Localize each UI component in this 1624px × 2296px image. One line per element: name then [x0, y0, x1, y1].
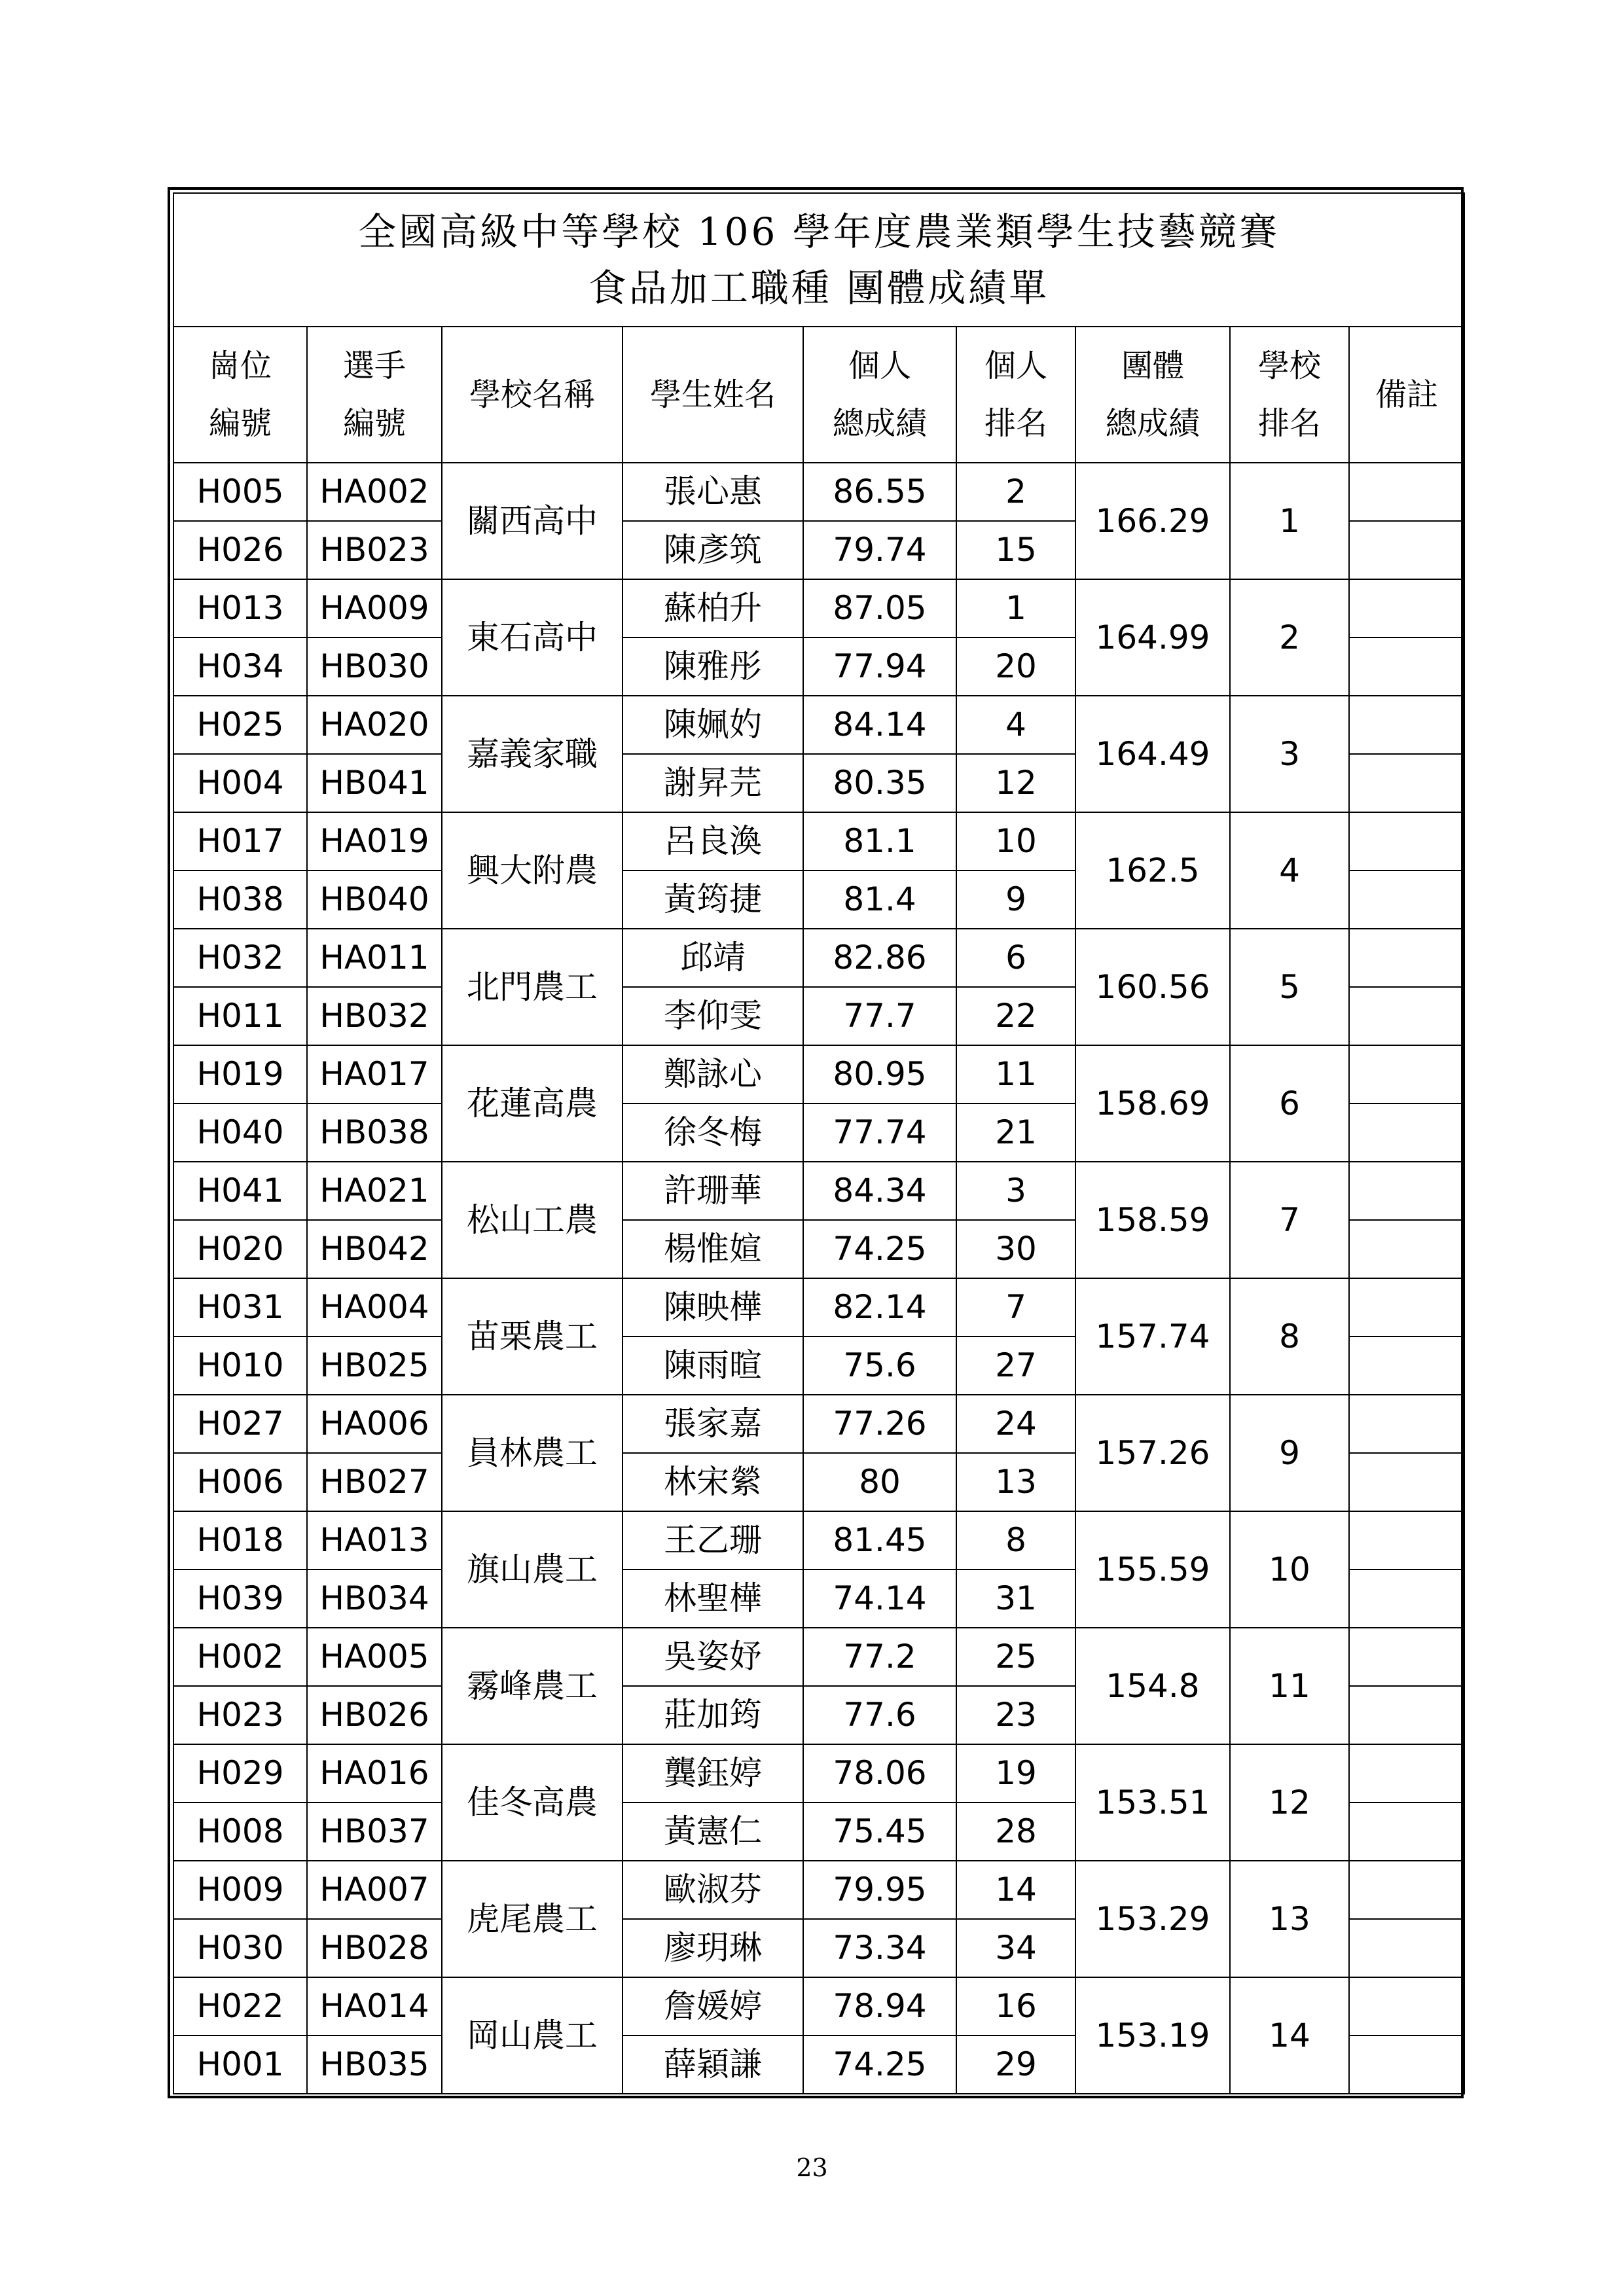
- player-number-cell: HA006: [307, 1395, 442, 1453]
- school-rank-cell: 13: [1230, 1861, 1349, 1977]
- individual-rank-cell: 27: [956, 1336, 1075, 1395]
- individual-rank-cell: 23: [956, 1686, 1075, 1744]
- team-score-cell: 164.99: [1075, 579, 1230, 696]
- header-team-score: 團體 總成績: [1075, 327, 1230, 463]
- player-number-cell: HA011: [307, 929, 442, 987]
- school-name-cell: 北門農工: [442, 929, 623, 1045]
- student-name-cell: 楊惟媗: [623, 1220, 803, 1278]
- team-score-cell: 160.56: [1075, 929, 1230, 1045]
- player-number-cell: HA002: [307, 463, 442, 521]
- student-name-cell: 吳姿妤: [623, 1628, 803, 1686]
- school-rank-cell: 10: [1230, 1511, 1349, 1628]
- station-number-cell: H022: [173, 1977, 307, 2036]
- school-rank-cell: 12: [1230, 1744, 1349, 1861]
- team-score-cell: 166.29: [1075, 463, 1230, 579]
- team-score-cell: 157.26: [1075, 1395, 1230, 1511]
- remarks-cell: [1349, 1453, 1464, 1511]
- player-number-cell: HB038: [307, 1103, 442, 1162]
- individual-rank-cell: 9: [956, 870, 1075, 929]
- team-score-cell: 157.74: [1075, 1278, 1230, 1395]
- remarks-cell: [1349, 1220, 1464, 1278]
- remarks-cell: [1349, 987, 1464, 1045]
- individual-score-cell: 82.86: [803, 929, 956, 987]
- individual-rank-cell: 2: [956, 463, 1075, 521]
- table-row: [173, 1278, 1464, 1336]
- player-number-cell: HB027: [307, 1453, 442, 1511]
- table-row: [173, 1861, 1464, 1919]
- student-name-cell: 黃憲仁: [623, 1803, 803, 1861]
- table-row: [173, 812, 1464, 870]
- individual-score-cell: 84.34: [803, 1162, 956, 1220]
- table-row: [173, 696, 1464, 754]
- individual-score-cell: 84.14: [803, 696, 956, 754]
- station-number-cell: H017: [173, 812, 307, 870]
- individual-rank-cell: 15: [956, 521, 1075, 579]
- remarks-cell: [1349, 754, 1464, 812]
- school-name-cell: 虎尾農工: [442, 1861, 623, 1977]
- station-number-cell: H040: [173, 1103, 307, 1162]
- player-number-cell: HA021: [307, 1162, 442, 1220]
- school-rank-cell: 11: [1230, 1628, 1349, 1744]
- individual-score-cell: 78.06: [803, 1744, 956, 1803]
- remarks-cell: [1349, 1162, 1464, 1220]
- individual-rank-cell: 29: [956, 2036, 1075, 2094]
- table-row: [173, 463, 1464, 521]
- individual-rank-cell: 21: [956, 1103, 1075, 1162]
- table-row: [173, 1045, 1464, 1103]
- individual-rank-cell: 12: [956, 754, 1075, 812]
- student-name-cell: 張心惠: [623, 463, 803, 521]
- student-name-cell: 張家嘉: [623, 1395, 803, 1453]
- player-number-cell: HB041: [307, 754, 442, 812]
- student-name-cell: 李仰雯: [623, 987, 803, 1045]
- individual-score-cell: 78.94: [803, 1977, 956, 2036]
- school-name-cell: 花蓮高農: [442, 1045, 623, 1162]
- station-number-cell: H010: [173, 1336, 307, 1395]
- individual-score-cell: 75.45: [803, 1803, 956, 1861]
- station-number-cell: H019: [173, 1045, 307, 1103]
- header-school-rank: 學校 排名: [1230, 327, 1349, 463]
- individual-score-cell: 81.1: [803, 812, 956, 870]
- individual-score-cell: 74.14: [803, 1570, 956, 1628]
- student-name-cell: 陳映樺: [623, 1278, 803, 1336]
- station-number-cell: H020: [173, 1220, 307, 1278]
- individual-score-cell: 77.94: [803, 637, 956, 696]
- player-number-cell: HB042: [307, 1220, 442, 1278]
- individual-rank-cell: 31: [956, 1570, 1075, 1628]
- individual-rank-cell: 8: [956, 1511, 1075, 1570]
- individual-rank-cell: 19: [956, 1744, 1075, 1803]
- remarks-cell: [1349, 1395, 1464, 1453]
- individual-score-cell: 87.05: [803, 579, 956, 637]
- station-number-cell: H009: [173, 1861, 307, 1919]
- station-number-cell: H039: [173, 1570, 307, 1628]
- station-number-cell: H008: [173, 1803, 307, 1861]
- student-name-cell: 黃筠捷: [623, 870, 803, 929]
- individual-rank-cell: 14: [956, 1861, 1075, 1919]
- remarks-cell: [1349, 463, 1464, 521]
- player-number-cell: HA007: [307, 1861, 442, 1919]
- student-name-cell: 王乙珊: [623, 1511, 803, 1570]
- school-rank-cell: 1: [1230, 463, 1349, 579]
- player-number-cell: HB030: [307, 637, 442, 696]
- station-number-cell: H038: [173, 870, 307, 929]
- student-name-cell: 林宋縈: [623, 1453, 803, 1511]
- player-number-cell: HB037: [307, 1803, 442, 1861]
- player-number-cell: HA017: [307, 1045, 442, 1103]
- remarks-cell: [1349, 637, 1464, 696]
- station-number-cell: H031: [173, 1278, 307, 1336]
- station-number-cell: H004: [173, 754, 307, 812]
- table-row: [173, 579, 1464, 637]
- remarks-cell: [1349, 870, 1464, 929]
- remarks-cell: [1349, 1919, 1464, 1977]
- header-station: 崗位 編號: [173, 327, 307, 463]
- school-rank-cell: 6: [1230, 1045, 1349, 1162]
- station-number-cell: H005: [173, 463, 307, 521]
- school-rank-cell: 7: [1230, 1162, 1349, 1278]
- player-number-cell: HB035: [307, 2036, 442, 2094]
- student-name-cell: 陳雅彤: [623, 637, 803, 696]
- player-number-cell: HA013: [307, 1511, 442, 1570]
- individual-score-cell: 77.74: [803, 1103, 956, 1162]
- student-name-cell: 歐淑芬: [623, 1861, 803, 1919]
- table-row: [173, 1511, 1464, 1570]
- team-score-cell: 162.5: [1075, 812, 1230, 929]
- remarks-cell: [1349, 1686, 1464, 1744]
- remarks-cell: [1349, 1744, 1464, 1803]
- school-name-cell: 霧峰農工: [442, 1628, 623, 1744]
- remarks-cell: [1349, 696, 1464, 754]
- station-number-cell: H034: [173, 637, 307, 696]
- individual-score-cell: 77.7: [803, 987, 956, 1045]
- student-name-cell: 徐冬梅: [623, 1103, 803, 1162]
- team-score-cell: 164.49: [1075, 696, 1230, 812]
- results-table-frame: [168, 187, 1464, 2098]
- station-number-cell: H041: [173, 1162, 307, 1220]
- player-number-cell: HB026: [307, 1686, 442, 1744]
- team-score-cell: 153.51: [1075, 1744, 1230, 1861]
- header-row: [173, 327, 1464, 463]
- individual-rank-cell: 28: [956, 1803, 1075, 1861]
- remarks-cell: [1349, 1336, 1464, 1395]
- school-name-cell: 嘉義家職: [442, 696, 623, 812]
- station-number-cell: H030: [173, 1919, 307, 1977]
- station-number-cell: H018: [173, 1511, 307, 1570]
- individual-rank-cell: 4: [956, 696, 1075, 754]
- team-score-cell: 158.59: [1075, 1162, 1230, 1278]
- student-name-cell: 陳彥筑: [623, 521, 803, 579]
- header-individual-score: 個人 總成績: [803, 327, 956, 463]
- school-rank-cell: 5: [1230, 929, 1349, 1045]
- individual-score-cell: 74.25: [803, 1220, 956, 1278]
- table-row: [173, 1162, 1464, 1220]
- school-name-cell: 關西高中: [442, 463, 623, 579]
- remarks-cell: [1349, 1045, 1464, 1103]
- school-rank-cell: 4: [1230, 812, 1349, 929]
- table-row: [173, 1395, 1464, 1453]
- school-rank-cell: 8: [1230, 1278, 1349, 1395]
- remarks-cell: [1349, 1861, 1464, 1919]
- student-name-cell: 蘇柏升: [623, 579, 803, 637]
- header-school: 學校名稱: [442, 327, 623, 463]
- remarks-cell: [1349, 1803, 1464, 1861]
- school-rank-cell: 9: [1230, 1395, 1349, 1511]
- individual-rank-cell: 6: [956, 929, 1075, 987]
- individual-rank-cell: 3: [956, 1162, 1075, 1220]
- player-number-cell: HA005: [307, 1628, 442, 1686]
- individual-score-cell: 75.6: [803, 1336, 956, 1395]
- player-number-cell: HA004: [307, 1278, 442, 1336]
- page-number: 23: [796, 2153, 828, 2182]
- individual-rank-cell: 22: [956, 987, 1075, 1045]
- station-number-cell: H023: [173, 1686, 307, 1744]
- header-player: 選手 編號: [307, 327, 442, 463]
- individual-score-cell: 81.4: [803, 870, 956, 929]
- individual-score-cell: 80.95: [803, 1045, 956, 1103]
- player-number-cell: HA019: [307, 812, 442, 870]
- student-name-cell: 龔鈺婷: [623, 1744, 803, 1803]
- student-name-cell: 林聖樺: [623, 1570, 803, 1628]
- individual-score-cell: 77.26: [803, 1395, 956, 1453]
- team-score-cell: 153.19: [1075, 1977, 1230, 2094]
- player-number-cell: HA020: [307, 696, 442, 754]
- individual-rank-cell: 16: [956, 1977, 1075, 2036]
- player-number-cell: HA009: [307, 579, 442, 637]
- station-number-cell: H002: [173, 1628, 307, 1686]
- remarks-cell: [1349, 579, 1464, 637]
- team-results-table: [173, 192, 1465, 2094]
- remarks-cell: [1349, 812, 1464, 870]
- school-name-cell: 旗山農工: [442, 1511, 623, 1628]
- remarks-cell: [1349, 1511, 1464, 1570]
- remarks-cell: [1349, 521, 1464, 579]
- player-number-cell: HB025: [307, 1336, 442, 1395]
- header-individual-rank: 個人 排名: [956, 327, 1075, 463]
- individual-rank-cell: 34: [956, 1919, 1075, 1977]
- remarks-cell: [1349, 1628, 1464, 1686]
- school-name-cell: 苗栗農工: [442, 1278, 623, 1395]
- station-number-cell: H011: [173, 987, 307, 1045]
- student-name-cell: 廖玥琳: [623, 1919, 803, 1977]
- individual-rank-cell: 10: [956, 812, 1075, 870]
- individual-score-cell: 79.95: [803, 1861, 956, 1919]
- table-row: [173, 1628, 1464, 1686]
- remarks-cell: [1349, 1103, 1464, 1162]
- table-row: [173, 1744, 1464, 1803]
- individual-rank-cell: 13: [956, 1453, 1075, 1511]
- school-name-cell: 員林農工: [442, 1395, 623, 1511]
- remarks-cell: [1349, 2036, 1464, 2094]
- station-number-cell: H027: [173, 1395, 307, 1453]
- school-name-cell: 松山工農: [442, 1162, 623, 1278]
- individual-score-cell: 79.74: [803, 521, 956, 579]
- individual-rank-cell: 1: [956, 579, 1075, 637]
- school-name-cell: 佳冬高農: [442, 1744, 623, 1861]
- remarks-cell: [1349, 1977, 1464, 2036]
- individual-rank-cell: 11: [956, 1045, 1075, 1103]
- remarks-cell: [1349, 1570, 1464, 1628]
- team-score-cell: 154.8: [1075, 1628, 1230, 1744]
- school-rank-cell: 3: [1230, 696, 1349, 812]
- player-number-cell: HB040: [307, 870, 442, 929]
- individual-score-cell: 73.34: [803, 1919, 956, 1977]
- individual-score-cell: 77.6: [803, 1686, 956, 1744]
- header-remarks: 備註: [1349, 327, 1464, 463]
- station-number-cell: H029: [173, 1744, 307, 1803]
- individual-score-cell: 86.55: [803, 463, 956, 521]
- individual-score-cell: 81.45: [803, 1511, 956, 1570]
- student-name-cell: 莊加筠: [623, 1686, 803, 1744]
- student-name-cell: 陳姵妁: [623, 696, 803, 754]
- school-rank-cell: 14: [1230, 1977, 1349, 2094]
- team-score-cell: 155.59: [1075, 1511, 1230, 1628]
- station-number-cell: H032: [173, 929, 307, 987]
- school-name-cell: 岡山農工: [442, 1977, 623, 2094]
- station-number-cell: H006: [173, 1453, 307, 1511]
- remarks-cell: [1349, 1278, 1464, 1336]
- individual-score-cell: 74.25: [803, 2036, 956, 2094]
- student-name-cell: 許珊華: [623, 1162, 803, 1220]
- student-name-cell: 陳雨暄: [623, 1336, 803, 1395]
- school-name-cell: 興大附農: [442, 812, 623, 929]
- school-rank-cell: 2: [1230, 579, 1349, 696]
- student-name-cell: 詹媛婷: [623, 1977, 803, 2036]
- student-name-cell: 薛穎謙: [623, 2036, 803, 2094]
- student-name-cell: 邱靖: [623, 929, 803, 987]
- team-score-cell: 158.69: [1075, 1045, 1230, 1162]
- player-number-cell: HB028: [307, 1919, 442, 1977]
- remarks-cell: [1349, 929, 1464, 987]
- player-number-cell: HA014: [307, 1977, 442, 2036]
- player-number-cell: HB034: [307, 1570, 442, 1628]
- individual-score-cell: 80.35: [803, 754, 956, 812]
- individual-score-cell: 82.14: [803, 1278, 956, 1336]
- station-number-cell: H026: [173, 521, 307, 579]
- table-row: [173, 1977, 1464, 2036]
- title-row: [173, 193, 1464, 327]
- individual-rank-cell: 30: [956, 1220, 1075, 1278]
- header-student: 學生姓名: [623, 327, 803, 463]
- player-number-cell: HB032: [307, 987, 442, 1045]
- table-row: [173, 929, 1464, 987]
- player-number-cell: HA016: [307, 1744, 442, 1803]
- station-number-cell: H013: [173, 579, 307, 637]
- title-cell: [173, 193, 1464, 327]
- document-subtitle: 食品加工職種 團體成績單: [588, 266, 1050, 310]
- station-number-cell: H025: [173, 696, 307, 754]
- individual-rank-cell: 7: [956, 1278, 1075, 1336]
- station-number-cell: H001: [173, 2036, 307, 2094]
- individual-rank-cell: 25: [956, 1628, 1075, 1686]
- student-name-cell: 鄭詠心: [623, 1045, 803, 1103]
- student-name-cell: 謝昇芫: [623, 754, 803, 812]
- student-name-cell: 呂良渙: [623, 812, 803, 870]
- team-score-cell: 153.29: [1075, 1861, 1230, 1977]
- document-title: 全國高級中等學校 106 學年度農業類學生技藝競賽: [358, 209, 1280, 254]
- individual-score-cell: 80: [803, 1453, 956, 1511]
- individual-rank-cell: 24: [956, 1395, 1075, 1453]
- individual-rank-cell: 20: [956, 637, 1075, 696]
- school-name-cell: 東石高中: [442, 579, 623, 696]
- individual-score-cell: 77.2: [803, 1628, 956, 1686]
- player-number-cell: HB023: [307, 521, 442, 579]
